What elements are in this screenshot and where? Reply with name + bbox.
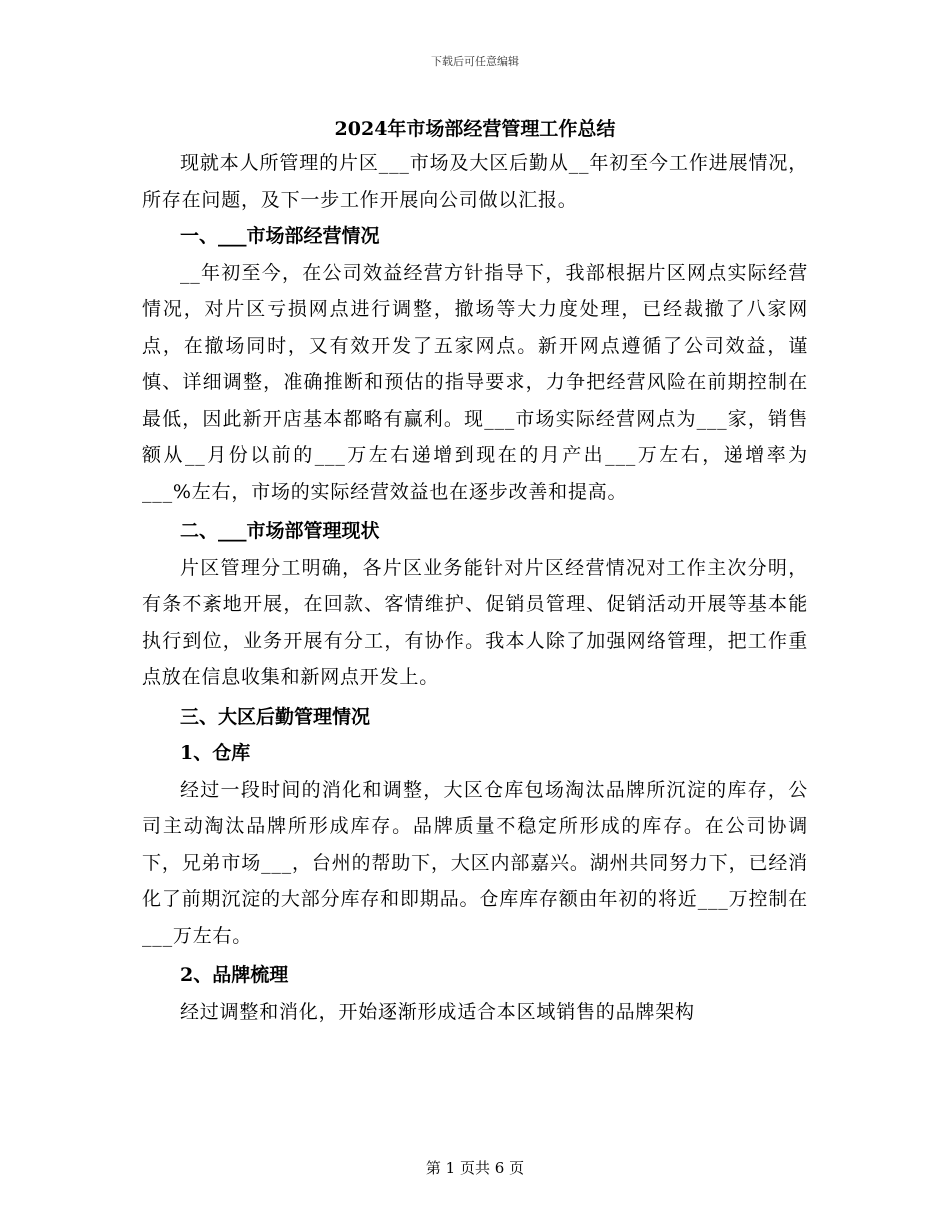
subsection-brand-heading: 2、品牌梳理 <box>180 964 289 986</box>
section-1-heading: 一、___市场部经营情况 <box>180 225 380 247</box>
section-1-paragraph: __年初至今，在公司效益经营方针指导下，我部根据片区网点实际经营情况，对片区亏损网点进行调整，撤场等大力度处理，已经裁撤了八家网点，在撤场同时，又有效开发了五家网点。新开网点遵循了公司效益，谨慎、详细调整，准确推断和预估的指导要求，力争把经营风险在前期控制在最低，因此新开店基本都略有赢利。现___市场实际经营网点为___家，销售额从__月份以前的___万左右递增到现在的月产出___万左右，递增率为___%左右，市场的实际经营效益也在逐步改善和提高。 <box>142 261 808 503</box>
section-3-heading: 三、大区后勤管理情况 <box>180 705 371 728</box>
section-2-paragraph: 片区管理分工明确，各片区业务能针对片区经营情况对工作主次分明，有条不紊地开展，在回款、客情维护、促销员管理、促销活动开展等基本能执行到位，业务开展有分工，有协作。我本人除了加强网络管理，把工作重点放在信息收集和新网点开发上。 <box>142 556 808 688</box>
subsection-warehouse-paragraph: 经过一段时间的消化和调整，大区仓库包场淘汰品牌所沉淀的库存，公司主动淘汰品牌所形成库存。品牌质量不稳定所形成的库存。在公司协调下，兄弟市场___，台州的帮助下，大区内部嘉兴。湖州共同努力下，已经消化了前期沉淀的大部分库存和即期品。仓库库存额由年初的将近___万控制在___万左右。 <box>142 778 808 947</box>
document-title: 2024年市场部经营管理工作总结 <box>334 118 616 140</box>
page-number: 第 1 页共 6 页 <box>425 1159 525 1177</box>
document-body <box>142 113 808 1030</box>
intro-paragraph: 现就本人所管理的片区___市场及大区后勤从__年初至今工作进展情况，所存在问题，及下一步工作开展向公司做以汇报。 <box>142 152 808 211</box>
section-2-heading: 二、___市场部管理现状 <box>180 520 380 542</box>
subsection-brand-paragraph: 经过调整和消化，开始逐渐形成适合本区域销售的品牌架构 <box>180 1000 695 1023</box>
subsection-warehouse-heading: 1、仓库 <box>180 742 251 764</box>
download-note: 下载后可任意编辑 <box>431 55 519 68</box>
